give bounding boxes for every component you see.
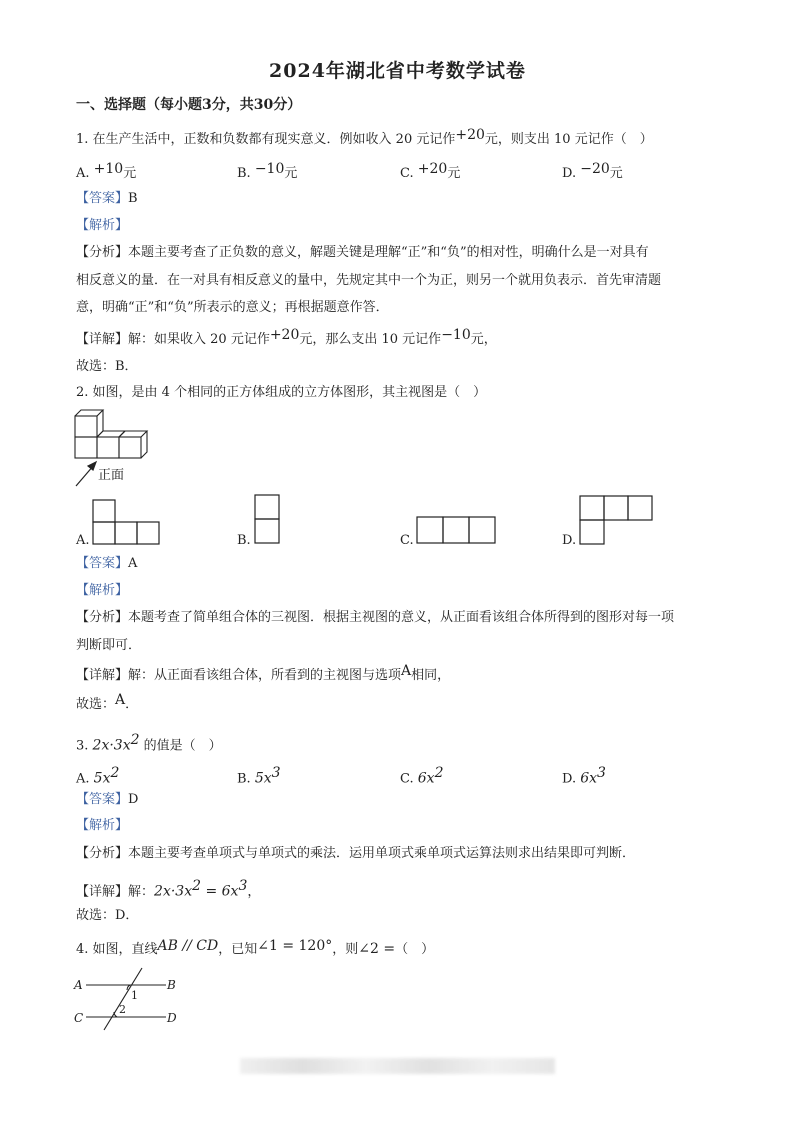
point-d-label: D — [167, 1011, 177, 1025]
q1-option-b-label: B. — [237, 166, 251, 181]
front-view-label: 正面 — [98, 468, 125, 483]
q3-detail-math-1: 2x·3x — [154, 883, 193, 900]
q1-option-a-unit: 元 — [123, 166, 137, 181]
q1-detail-text-3: 元， — [470, 332, 497, 347]
q1-fenxi-line-2: 相反意义的量．在一对具有相反意义的量中，先规定其中一个为正，则另一个就用负表示．首先审清题 — [76, 273, 662, 288]
q3-detail-math-2: = 6x — [201, 883, 239, 900]
q3-option-d-math: 6x — [580, 770, 598, 787]
watermark-blur — [240, 1058, 555, 1074]
angle-2-arc — [114, 1012, 117, 1017]
q1-option-c-label: C. — [400, 166, 414, 181]
point-a-label: A — [74, 978, 83, 992]
q2-fenxi-line-2: 判断即可． — [76, 638, 142, 653]
q2-choose-end: ． — [125, 697, 139, 712]
q3-detail-end: ， — [247, 884, 261, 900]
q2-option-b-figure[interactable] — [254, 494, 280, 544]
q1-option-a-math: +10 — [93, 161, 124, 177]
q1-option-c-math: +20 — [417, 161, 448, 177]
q3-option-c — [400, 764, 444, 788]
q2-answer-value: A — [128, 556, 138, 571]
q1-analysis-tag: 【解析】 — [76, 218, 129, 233]
xiangjie-tag: 【详解】 — [76, 332, 129, 347]
q3-number: 3. — [76, 738, 89, 754]
q2-detail-math: A — [401, 663, 412, 679]
q1-fenxi-line-3: 意，明确“正”和“负”所表示的意义；再根据题意作答． — [76, 300, 389, 315]
q1-answer — [76, 190, 138, 208]
parallel-lines-figure — [74, 966, 184, 1032]
q2-choose-text: 故选： — [76, 697, 116, 712]
q3-option-d — [562, 764, 606, 788]
xiangjie-tag: 【详解】 — [76, 668, 129, 683]
q2-option-d-label: D. — [562, 533, 577, 548]
q4-stem-text-4: （ ） — [395, 942, 435, 957]
q3-option-a — [76, 764, 119, 788]
point-b-label: B — [167, 978, 176, 992]
q2-detail-text-2: 相同， — [411, 668, 451, 683]
answer-tag: 【答案】 — [76, 191, 129, 206]
q1-fenxi-line-1 — [76, 244, 649, 262]
q2-option-a-figure[interactable] — [92, 499, 160, 545]
q3-option-b-label: B. — [237, 771, 251, 787]
q3-detail-text: 解： — [128, 884, 155, 900]
q3-option-d-sup: 3 — [597, 765, 606, 781]
q1-option-c — [400, 161, 461, 183]
q2-option-b-label: B. — [237, 533, 251, 548]
q3-answer-value: D — [128, 792, 139, 807]
q2-option-c-figure[interactable] — [416, 516, 496, 544]
q4-stem-math-3: ∠2 = — [358, 941, 396, 957]
q1-option-c-unit: 元 — [447, 166, 461, 181]
q3-option-c-sup: 2 — [434, 765, 444, 781]
q1-option-d-unit: 元 — [609, 166, 623, 181]
q4-stem-text-2: ，已知 — [218, 942, 258, 957]
answer-tag: 【答案】 — [76, 792, 129, 807]
q1-stem — [76, 127, 653, 149]
q2-option-d-figure[interactable] — [579, 495, 653, 545]
page-title: 2024年湖北省中考数学试卷 — [269, 60, 526, 82]
q3-stem-sup: 2 — [130, 732, 140, 748]
xiangjie-tag: 【详解】 — [76, 884, 129, 900]
q3-detail — [76, 877, 260, 901]
answer-tag: 【答案】 — [76, 556, 129, 571]
q1-option-a-label: A. — [76, 166, 90, 181]
q3-stem-text: 的值是（ ） — [143, 738, 222, 754]
q1-detail-text: 解：如果收入 20 元记作 — [128, 332, 270, 347]
q3-fenxi-text-1: 本题主要考查单项式与单项式的乘法．运用单项式乘单项式运算法则求出结果即可判断． — [128, 846, 636, 861]
q1-option-d-label: D. — [562, 166, 577, 181]
fenxi-tag: 【分析】 — [76, 846, 129, 861]
q3-option-b-sup: 3 — [271, 765, 281, 781]
q4-stem-text-3: ，则 — [332, 942, 359, 957]
q3-option-b — [237, 764, 281, 788]
q1-detail — [76, 327, 497, 349]
q4-stem-text: 4. 如图，直线 — [76, 942, 158, 957]
section-heading: 一、选择题（每小题3分，共30分） — [76, 97, 302, 113]
angle-1-label: 1 — [131, 989, 138, 1002]
q3-fenxi-line-1 — [76, 845, 635, 863]
q1-option-b — [237, 161, 298, 183]
q1-stem-text: 1. 在生产生活中，正数和负数都有现实意义．例如收入 20 元记作 — [76, 132, 456, 147]
q2-stem: 2. 如图，是由 4 个相同的正方体组成的立方体图形，其主视图是（ ） — [76, 385, 487, 400]
q3-stem — [76, 731, 222, 755]
q1-option-d-math: −20 — [580, 161, 610, 177]
q2-answer — [76, 555, 137, 573]
q1-option-a — [76, 161, 137, 183]
q3-stem-math: 2x·3x — [92, 737, 131, 754]
q3-option-a-label: A. — [76, 771, 90, 787]
q4-stem — [76, 940, 434, 959]
q4-stem-math-1: AB // CD — [157, 938, 219, 954]
q3-detail-sup-2: 3 — [238, 878, 248, 894]
q4-stem-math-2: ∠1 = 120° — [257, 938, 333, 954]
q2-option-c-label: C. — [400, 533, 414, 548]
q1-stem-text-2: 元，则支出 10 元记作（ ） — [484, 132, 653, 147]
q3-option-a-sup: 2 — [110, 765, 120, 781]
q2-fenxi-text-1: 本题考查了简单组合体的三视图．根据主视图的意义，从正面看该组合体所得到的图形对每一项 — [128, 610, 675, 625]
q1-option-b-unit: 元 — [284, 166, 298, 181]
q3-choose: 故选：D． — [76, 908, 139, 923]
q3-option-a-math: 5x — [93, 770, 111, 787]
q2-choose — [76, 692, 139, 714]
q3-option-b-math: 5x — [254, 770, 272, 787]
q1-detail-text-2: 元，那么支出 10 元记作 — [299, 332, 442, 347]
q2-option-a-label: A. — [76, 533, 90, 548]
q3-option-c-math: 6x — [417, 770, 435, 787]
q1-option-d — [562, 161, 623, 183]
q2-detail-text: 解：从正面看该组合体，所看到的主视图与选项 — [128, 668, 402, 683]
q1-fenxi-text-1: 本题主要考查了正负数的意义，解题关键是理解“正”和“负”的相对性，明确什么是一对具有 — [128, 245, 649, 260]
q2-fenxi-line-1 — [76, 609, 674, 627]
fenxi-tag: 【分析】 — [76, 610, 129, 625]
q1-detail-math-2: −10 — [441, 327, 471, 343]
fenxi-tag: 【分析】 — [76, 245, 129, 260]
q3-analysis-tag: 【解析】 — [76, 818, 129, 833]
q1-choose: 故选：B． — [76, 359, 138, 374]
q2-analysis-tag: 【解析】 — [76, 583, 129, 598]
q3-option-d-label: D. — [562, 771, 577, 787]
angle-2-label: 2 — [119, 1003, 126, 1016]
q3-answer — [76, 791, 138, 809]
q3-detail-sup-1: 2 — [192, 878, 202, 894]
q3-option-c-label: C. — [400, 771, 414, 787]
q2-detail — [76, 663, 451, 685]
q1-detail-math-1: +20 — [269, 327, 300, 343]
q2-choose-math: A — [115, 692, 126, 708]
q1-option-b-math: −10 — [254, 161, 285, 177]
point-c-label: C — [74, 1011, 84, 1025]
q1-answer-value: B — [128, 191, 138, 206]
q1-stem-math: +20 — [455, 127, 485, 143]
